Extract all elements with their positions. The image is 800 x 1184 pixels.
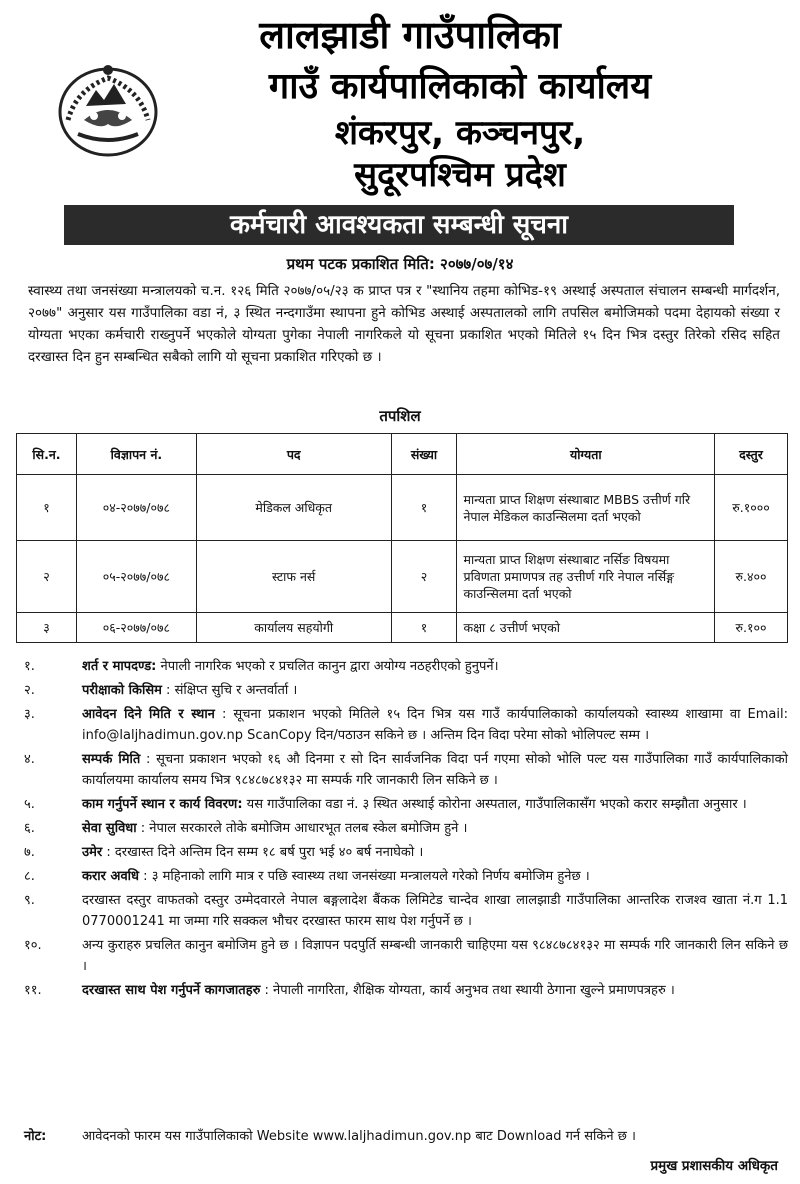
- condition-heading: करार अवधि: [82, 869, 140, 884]
- intro-paragraph: स्वास्थ्य तथा जनसंख्या मन्त्रालयको च.न. १२६ मिति २०७७/०५/२३ क प्राप्त पत्र र "स्थानिय तहमा कोभिड-१९ अस्थाई अस्पताल संचालन सम्बन्धी मार्गदर्शन, २०७७" अनुसार यस गाउँपालिका वडा नं, ३ स्थित नन्दगाउँमा स्थापना हुने कोभिड अस्थाई अस्पतालको लागि तपसिल बमोजिमको पदमा देहायको संख्या र योग्यता भएका कर्मचारी राख्नुपर्ने भएकोले योग्यता पुगेका नेपाली नागरिकले यो सूचना प्रकाशित भएको मितिले १५ दिन भित्र दस्तुर तिरेको रसिद सहित दरखास्त दिन हुन सम्बन्धित सबैको लागि यो सूचना प्रकाशित गरिएको छ ।: [28, 283, 780, 365]
- condition-heading: सम्पर्क मिति: [82, 752, 141, 767]
- condition-number: ९.: [24, 893, 35, 908]
- condition-item: [18, 866, 788, 887]
- col-header-qualification: योग्यता: [457, 434, 715, 475]
- condition-number: २.: [24, 683, 35, 698]
- condition-number: १.: [24, 659, 35, 674]
- note-text: आवेदनको फारम यस गाउँपालिकाको Website www.laljhadimun.gov.np बाट Download गर्न सकिने छ ।: [82, 1129, 636, 1144]
- condition-text: : नेपाली नागरिता, शैक्षिक योग्यता, कार्य अनुभव तथा स्थायी ठेगाना खुल्ने प्रमाणपत्रहरु ।: [260, 983, 675, 998]
- cell-post: मेडिकल अधिकृत: [196, 475, 391, 541]
- condition-text: : दरखास्त दिने अन्तिम दिन सम्म १८ बर्ष पुरा भई ४० बर्ष ननाघेको ।: [102, 845, 424, 860]
- condition-number: ८.: [24, 869, 35, 884]
- office-location: शंकरपुर, कञ्चनपुर,: [334, 113, 586, 153]
- table-heading: तपशिल: [379, 407, 421, 425]
- condition-heading: उमेर: [82, 845, 103, 860]
- col-header-fee: दस्तुर: [715, 434, 788, 475]
- col-header-adno: विज्ञापन नं.: [76, 434, 196, 475]
- condition-number: ६.: [24, 821, 35, 836]
- condition-text: नेपाली नागरिक भएको र प्रचलित कानुन द्वारा अयोग्य नठहरीएको हुनुपर्ने।: [156, 659, 499, 674]
- cell-count: १: [391, 475, 457, 541]
- condition-text: : संक्षिप्त सुचि र अन्तर्वार्ता ।: [161, 683, 298, 698]
- condition-text: : ३ महिनाको लागि मात्र र पछि स्वास्थ्य तथा जनसंख्या मन्त्रालयले गरेको निर्णय बमोजिम हुनेछ ।: [139, 869, 590, 884]
- condition-number: ४.: [24, 752, 35, 767]
- cell-count: २: [391, 541, 457, 613]
- condition-text: यस गाउँपालिका वडा नं. ३ स्थित अस्थाई कोरोना अस्पताल, गाउँपालिकासँग भएको करार सम्झौता अनुसार ।: [242, 797, 747, 812]
- condition-heading: सेवा सुविधा: [82, 821, 137, 836]
- note: [18, 1126, 788, 1144]
- condition-number: ३.: [24, 707, 35, 722]
- condition-text: अन्य कुराहरु प्रचलित कानुन बमोजिम हुने छ । विज्ञापन पदपुर्ति सम्बन्धी जानकारी चाहिएमा यस ९८४८७८४१३२ मा सम्पर्क गरि जानकारी लिन सकिने छ ।: [82, 938, 788, 974]
- cell-qualification: मान्यता प्राप्त शिक्षण संस्थाबाट नर्सिङ विषयमा प्रविणता प्रमाणपत्र तह उत्तीर्ण गरि नेपाल नर्सिङ्ग काउन्सिलमा दर्ता भएको: [457, 541, 715, 613]
- cell-post: कार्यालय सहयोगी: [196, 613, 391, 643]
- municipality-name: लालझाडी गाउँपालिका: [259, 13, 561, 57]
- table-row: [17, 475, 788, 541]
- condition-item: [18, 749, 788, 791]
- condition-item: [18, 704, 788, 746]
- condition-item: [18, 656, 788, 677]
- cell-qualification: मान्यता प्राप्त शिक्षण संस्थाबाट MBBS उत्तीर्ण गरि नेपाल मेडिकल काउन्सिलमा दर्ता भएको: [457, 475, 715, 541]
- published-date: प्रथम पटक प्रकाशित मिति: २०७७/०७/१४: [286, 255, 514, 273]
- condition-heading: शर्त र मापदण्ड:: [82, 659, 157, 674]
- condition-item: [18, 680, 788, 701]
- condition-number: ५.: [24, 797, 35, 812]
- table-row: [17, 613, 788, 643]
- cell-sn: १: [17, 475, 77, 541]
- condition-item: [18, 794, 788, 815]
- condition-item: [18, 935, 788, 977]
- condition-item: [18, 980, 788, 1001]
- province-name: सुदूरपश्चिम प्रदेश: [354, 155, 566, 195]
- cell-adno: ०६-२०७७/०७८: [76, 613, 196, 643]
- condition-heading: परीक्षाको किसिम: [82, 683, 162, 698]
- condition-number: १०.: [24, 938, 42, 953]
- cell-count: १: [391, 613, 457, 643]
- condition-text: : सूचना प्रकाशन भएको मितिले १५ दिन भित्र यस गाउँ कार्यपालिकाको कार्यालयको स्वास्थ्य शाखामा वा Email: info@laljhadimun.gov.np ScanCopy दिन/पठाउन सकिने छ । अन्तिम दिन विदा परेमा सोको भोलिपल्ट सम्म ।: [82, 707, 788, 743]
- cell-post: स्टाफ नर्स: [196, 541, 391, 613]
- col-header-post: पद: [196, 434, 391, 475]
- cell-sn: ३: [17, 613, 77, 643]
- condition-heading: दरखास्त साथ पेश गर्नुपर्ने कागजातहरु: [82, 983, 261, 998]
- header: [0, 0, 800, 200]
- col-header-sn: सि.न.: [17, 434, 77, 475]
- cell-adno: ०५-२०७७/०७८: [76, 541, 196, 613]
- cell-sn: २: [17, 541, 77, 613]
- office-name: गाउँ कार्यपालिकाको कार्यालय: [268, 66, 652, 107]
- notice-title-banner: कर्मचारी आवश्यकता सम्बन्धी सूचना: [64, 205, 734, 245]
- cell-fee: रु.१००: [715, 613, 788, 643]
- cell-fee: रु.१०००: [715, 475, 788, 541]
- condition-text: : नेपाल सरकारले तोके बमोजिम आधारभूत तलब स्केल बमोजिम हुने ।: [136, 821, 468, 836]
- condition-text: दरखास्त दस्तुर वाफतको दस्तुर उम्मेदवारले नेपाल बङ्गलादेश बैंकक लिमिटेड चान्देव शाखा लालझाडी गाउँपालिका आन्तरिक राजश्व खाता नं.ग 1.1 0770001241 मा जम्मा गरि सक्कल भौचर दरखास्त फारम साथ पेश गर्नुपर्ने छ ।: [82, 893, 788, 929]
- condition-item: [18, 818, 788, 839]
- note-label: नोट:: [24, 1129, 47, 1144]
- condition-number: ११.: [24, 983, 42, 998]
- condition-heading: आवेदन दिने मिति र स्थान: [82, 707, 215, 722]
- condition-item: [18, 890, 788, 932]
- conditions-list: [18, 656, 788, 1004]
- condition-item: [18, 842, 788, 863]
- cell-adno: ०४-२०७७/०७८: [76, 475, 196, 541]
- condition-text: : सूचना प्रकाशन भएको १६ औ दिनमा र सो दिन सार्वजनिक विदा पर्न गएमा सोको भोलि पल्ट यस गाउँपालिका गाउँ कार्यपालिकाको कार्यालयमा कार्यालय समय भित्र ९८४८७८४१३२ मा सम्पर्क गरि जानकारी लिन सकिने छ ।: [82, 752, 788, 788]
- signature-title: प्रमुख प्रशासकीय अधिकृत: [650, 1158, 778, 1174]
- condition-heading: काम गर्नुपर्ने स्थान र कार्य विवरण:: [82, 797, 243, 812]
- col-header-count: संख्या: [391, 434, 457, 475]
- table-row: [17, 541, 788, 613]
- table-header-row: [17, 434, 788, 475]
- condition-number: ७.: [24, 845, 35, 860]
- cell-fee: रु.४००: [715, 541, 788, 613]
- vacancy-table: [16, 433, 788, 643]
- cell-qualification: कक्षा ८ उत्तीर्ण भएको: [457, 613, 715, 643]
